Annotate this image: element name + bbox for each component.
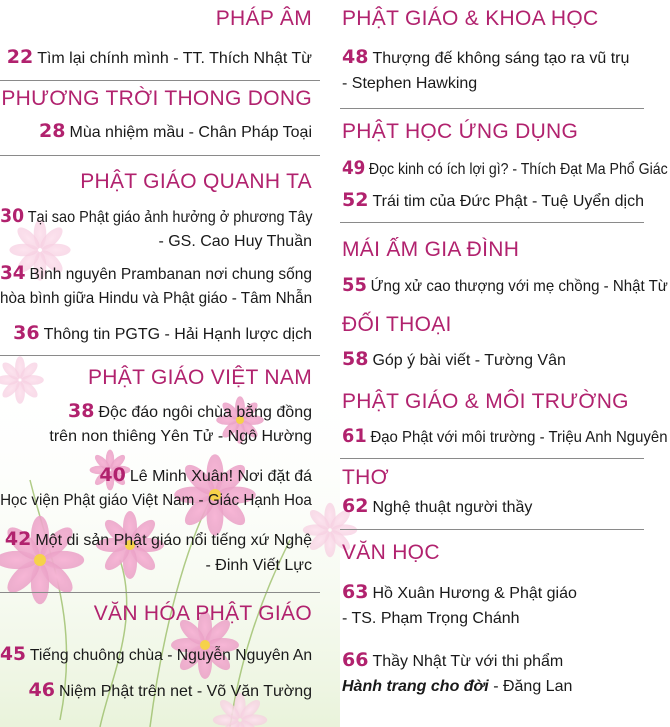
section-title-viet-nam: PHẬT GIÁO VIỆT NAM — [87, 366, 312, 389]
section-divider — [340, 458, 644, 459]
toc-entry[interactable] — [39, 120, 312, 142]
section-title-quanh-ta: PHẬT GIÁO QUANH TA — [80, 170, 312, 193]
section-title-moi-truong: PHẬT GIÁO & MÔI TRƯỜNG — [342, 390, 629, 413]
section-title-van-hoa: VĂN HÓA PHẬT GIÁO — [93, 602, 312, 625]
section-divider — [0, 155, 320, 156]
entry-text: Thầy Nhật Từ với thi phẩm — [372, 653, 564, 670]
section-divider — [340, 529, 644, 530]
book-title: Hành trang cho đời — [342, 678, 489, 695]
section-title-phuong-troi: PHƯƠNG TRỜI THONG DONG — [1, 87, 312, 110]
entry-text: Thông tin PGTG - Hải Hạnh lược dịch — [43, 326, 312, 343]
page-number: 63 — [342, 581, 369, 603]
entry-text: Tìm lại chính mình - TT. Thích Nhật Từ — [37, 50, 312, 67]
toc-entry[interactable] — [0, 262, 312, 284]
entry-text: Độc đáo ngôi chùa bằng đồng — [98, 404, 312, 421]
entry-text: Một di sản Phật giáo nổi tiếng xứ Nghệ — [35, 532, 312, 549]
entry-text: Lê Minh Xuân! Nơi đặt đá — [129, 468, 312, 485]
page-number: 22 — [6, 46, 34, 68]
entry-text: Bình nguyên Prambanan nơi chung sống — [29, 266, 313, 283]
toc-entry[interactable] — [0, 643, 312, 665]
page-number: 49 — [342, 157, 366, 179]
page-number: 30 — [0, 205, 24, 227]
toc-entry[interactable] — [342, 189, 644, 211]
section-title-phap-am: PHÁP ÂM — [215, 7, 312, 30]
page-number: 38 — [68, 400, 95, 422]
section-divider — [0, 355, 320, 356]
page-number: 61 — [342, 425, 367, 447]
section-title-khoa-hoc: PHẬT GIÁO & KHOA HỌC — [342, 7, 599, 30]
page-number: 52 — [342, 189, 369, 211]
entry-text: Trái tim của Đức Phật - Tuệ Uyển dịch — [372, 193, 644, 210]
toc-entry-continued: trên non thiêng Yên Tử - Ngô Hường — [49, 428, 312, 445]
page-number: 28 — [39, 120, 66, 142]
toc-entry-continued: - TS. Phạm Trọng Chánh — [342, 610, 520, 627]
section-title-ung-dung: PHẬT HỌC ỨNG DỤNG — [342, 120, 579, 143]
entry-text: Nghệ thuật người thầy — [372, 499, 533, 516]
toc-entry[interactable] — [5, 528, 312, 550]
section-divider — [0, 80, 320, 81]
entry-text: Thượng đế không sáng tạo ra vũ trụ — [372, 50, 630, 67]
entry-text: Đọc kinh có ích lợi gì? - Thích Đạt Ma Phổ Giác — [368, 161, 668, 178]
page-number: 58 — [342, 348, 369, 370]
toc-entry-continued: Học viện Phật giáo Việt Nam - Giác Hạnh Hoa — [0, 492, 312, 509]
page-number: 62 — [342, 495, 369, 517]
entry-text: Hồ Xuân Hương & Phật giáo — [372, 585, 577, 602]
toc-entry[interactable] — [13, 322, 312, 344]
page-number: 40 — [99, 464, 126, 486]
author-suffix: - Đăng Lan — [488, 678, 573, 695]
section-divider — [0, 592, 320, 593]
toc-entry[interactable] — [342, 274, 668, 296]
toc-entry[interactable] — [342, 581, 577, 603]
toc-entry[interactable] — [0, 205, 312, 227]
section-divider — [340, 108, 644, 109]
toc-entry-continued: - Đinh Viết Lực — [205, 557, 312, 574]
section-title-van-hoc: VĂN HỌC — [342, 541, 440, 564]
toc-entry[interactable] — [342, 425, 668, 447]
page-number: 48 — [342, 46, 369, 68]
toc-entry[interactable] — [29, 679, 312, 701]
toc-entry-continued: - Stephen Hawking — [342, 75, 478, 92]
toc-entry[interactable] — [342, 46, 629, 68]
toc-entry-continued — [342, 678, 572, 696]
page-number: 66 — [342, 649, 369, 671]
page-number: 42 — [4, 528, 32, 550]
entry-text: Đạo Phật với môi trường - Triệu Anh Nguyên — [370, 429, 668, 446]
page-number: 55 — [342, 274, 367, 296]
entry-text: Tại sao Phật giáo ảnh hưởng ở phương Tây — [27, 209, 312, 226]
section-title-mai-am: MÁI ẤM GIA ĐÌNH — [342, 238, 520, 261]
section-title-tho: THƠ — [342, 466, 389, 489]
toc-entry[interactable] — [68, 400, 312, 422]
page-number: 36 — [13, 322, 40, 344]
entry-text: Ứng xử cao thượng với mẹ chồng - Nhật Từ — [370, 278, 668, 295]
entry-text: Mùa nhiệm mầu - Chân Pháp Toại — [69, 124, 312, 141]
entry-text: Niệm Phật trên net - Võ Văn Tường — [58, 683, 312, 700]
entry-text: Góp ý bài viết - Tường Vân — [372, 352, 566, 369]
page-number: 34 — [0, 262, 26, 284]
toc-entry[interactable] — [342, 649, 563, 671]
toc-entry-continued: hòa bình giữa Hindu và Phật giáo - Tâm Nhẫn — [0, 290, 312, 307]
toc-entry[interactable] — [342, 348, 566, 370]
entry-text: Tiếng chuông chùa - Nguyễn Nguyên An — [29, 647, 313, 664]
toc-entry[interactable] — [342, 157, 668, 179]
page-number: 45 — [0, 643, 26, 665]
page-number: 46 — [28, 679, 55, 701]
toc-entry[interactable] — [99, 464, 312, 486]
section-divider — [340, 222, 644, 223]
toc-entry[interactable] — [7, 46, 312, 68]
toc-entry-continued: - GS. Cao Huy Thuần — [158, 233, 312, 250]
section-title-doi-thoai: ĐỐI THOẠI — [342, 313, 452, 336]
toc-entry[interactable] — [342, 495, 532, 517]
